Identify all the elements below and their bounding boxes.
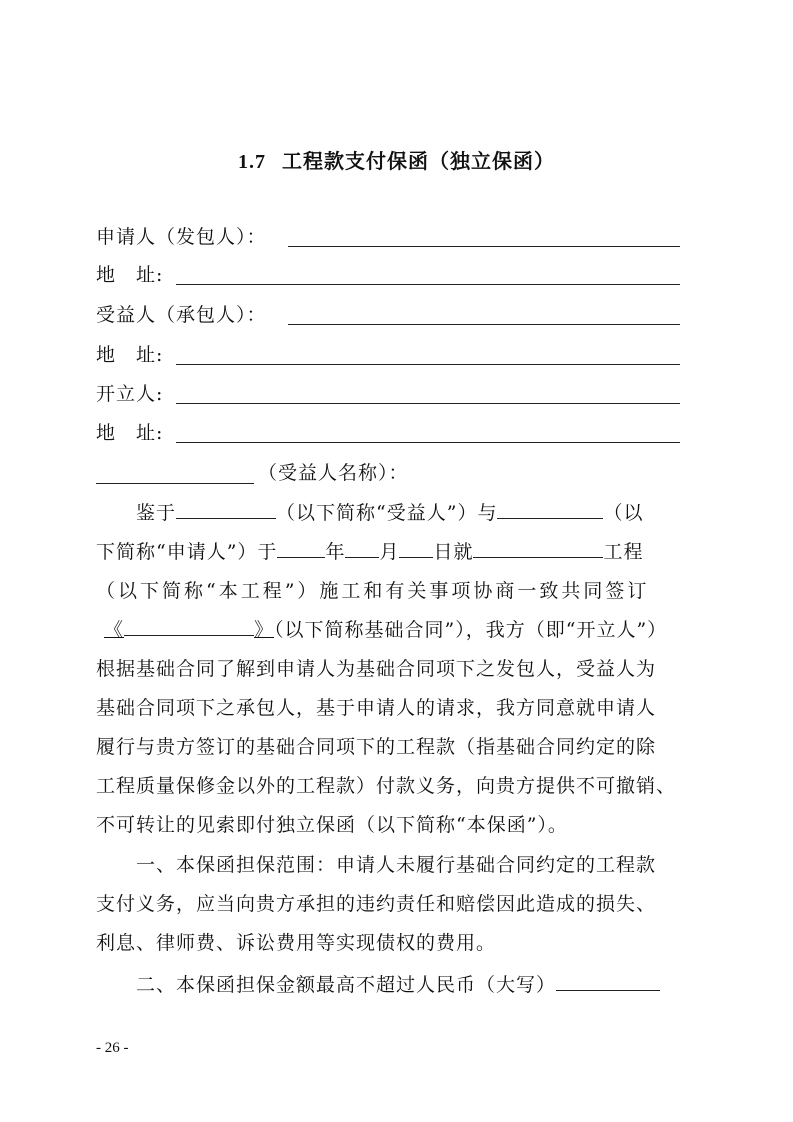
address1-blank <box>176 284 680 285</box>
salutation-text: （受益人名称）： <box>258 462 409 484</box>
blank <box>399 535 433 558</box>
applicant-blank <box>288 246 680 247</box>
blank <box>556 968 660 991</box>
document-title <box>0 145 793 174</box>
paragraph-2 <box>96 846 700 963</box>
paragraph-line: 一、本保函担保范围：申请人未履行基础合同约定的工程款 <box>136 854 657 876</box>
blank <box>497 496 603 519</box>
address3-blank <box>176 442 680 443</box>
address2-label: 地 址: <box>96 344 164 366</box>
section-title: 工程款支付保函（独立保函） <box>282 149 555 173</box>
blank <box>473 535 603 558</box>
paragraph-line: 不可转让的见索即付独立保函（以下简称“本保函”）。 <box>96 814 568 836</box>
paragraph-line: 工程质量保修金以外的工程款）付款义务，向贵方提供不可撤销、 <box>96 775 677 797</box>
blank <box>277 535 325 558</box>
paragraph-line: 基础合同项下之承包人，基于申请人的请求，我方同意就申请人 <box>96 697 657 719</box>
issuer-field <box>96 379 696 409</box>
address2-field <box>96 340 696 370</box>
section-number: 1.7 <box>238 151 266 173</box>
beneficiary-name-blank <box>96 483 254 484</box>
address3-field <box>96 418 696 448</box>
paragraph-line: 履行与贵方签订的基础合同项下的工程款（指基础合同约定的除 <box>96 736 657 758</box>
beneficiary-field <box>96 300 696 330</box>
paragraph-line: 下简称“申请人”）于 年 月 日就 工程 <box>96 533 700 572</box>
paragraph-line: 二、本保函担保金额最高不超过人民币（大写） <box>96 966 700 1005</box>
paragraph-1 <box>96 494 700 845</box>
address1-field <box>96 260 696 290</box>
blank <box>345 535 379 558</box>
address2-blank <box>176 364 680 365</box>
paragraph-line: 根据基础合同了解到申请人为基础合同项下之发包人，受益人为 <box>96 658 657 680</box>
paragraph-line: （以下简称“本工程”）施工和有关事项协商一致共同签订 <box>96 580 650 602</box>
issuer-label: 开立人: <box>96 383 164 405</box>
blank <box>124 613 254 636</box>
paragraph-line: 利息、律师费、诉讼费用等实现债权的费用。 <box>96 932 497 954</box>
paragraph-3 <box>96 966 700 1005</box>
issuer-blank <box>176 403 680 404</box>
paragraph-line: 支付义务，应当向贵方承担的违约责任和赔偿因此造成的损失、 <box>96 893 657 915</box>
address1-label: 地 址: <box>96 264 164 286</box>
blank <box>176 496 276 519</box>
page-number: - 26 - <box>96 1040 129 1056</box>
salutation <box>258 458 558 488</box>
address3-label: 地 址: <box>96 422 164 444</box>
paragraph-line: 《 》（以下简称基础合同”），我方（即“开立人”） <box>96 611 700 650</box>
beneficiary-label: 受益人（承包人）： <box>96 304 267 326</box>
applicant-field <box>96 222 696 252</box>
beneficiary-blank <box>288 324 680 325</box>
paragraph-line: 鉴于 （以下简称“受益人”）与 （以 <box>96 494 700 533</box>
applicant-label: 申请人（发包人）： <box>96 226 267 248</box>
